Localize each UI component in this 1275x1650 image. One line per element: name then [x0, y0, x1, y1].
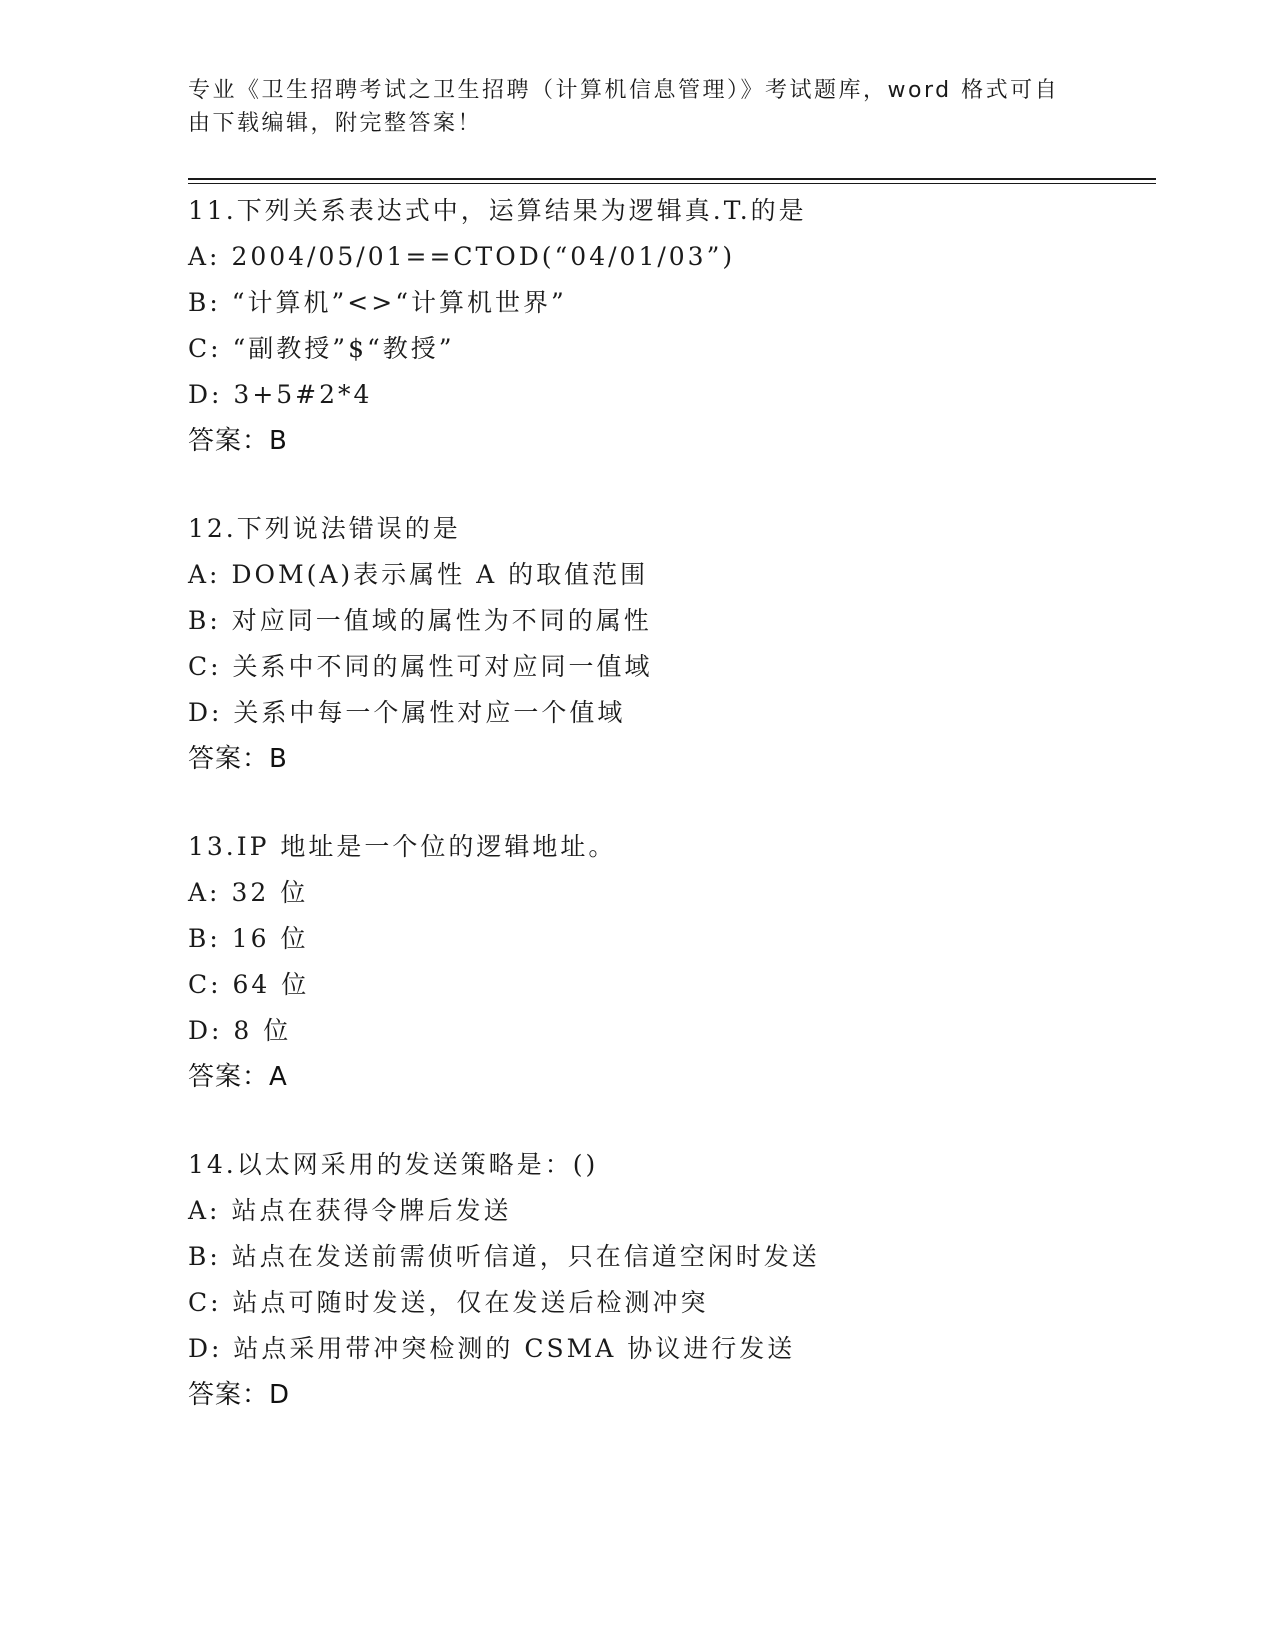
header-divider-thin — [188, 183, 1156, 184]
option-label: B: — [188, 606, 221, 635]
option-text: 关系中不同的属性可对应同一值域 — [232, 652, 653, 681]
option-a — [188, 234, 1148, 280]
option-c — [188, 1280, 1148, 1326]
option-label: C: — [188, 652, 222, 681]
question-13 — [188, 824, 1148, 1100]
option-c — [188, 644, 1148, 690]
option-c — [188, 326, 1148, 372]
option-label: D: — [188, 1334, 223, 1363]
question-11 — [188, 188, 1148, 464]
option-label: C: — [188, 1288, 222, 1317]
option-text: 关系中每一个属性对应一个值域 — [233, 698, 626, 727]
option-text: 对应同一值域的属性为不同的属性 — [231, 606, 652, 635]
option-label: B: — [188, 1242, 221, 1271]
option-b — [188, 598, 1148, 644]
answer-line: 答案：B — [188, 744, 288, 774]
option-label: C: — [188, 970, 222, 999]
option-label: B: — [188, 924, 221, 953]
option-text: 64 位 — [232, 970, 310, 999]
option-a — [188, 552, 1148, 598]
header-line-2: 由下载编辑，附完整答案！ — [188, 111, 483, 136]
option-d — [188, 1008, 1148, 1054]
option-b — [188, 1234, 1148, 1280]
answer-line: 答案：B — [188, 426, 288, 456]
option-text: 8 位 — [233, 1016, 292, 1045]
option-text: DOM(A)表示属性 A 的取值范围 — [231, 560, 649, 589]
option-label: A: — [188, 878, 221, 907]
option-label: D: — [188, 1016, 223, 1045]
question-list — [188, 188, 1148, 1460]
option-text: 站点采用带冲突检测的 CSMA 协议进行发送 — [233, 1334, 796, 1363]
option-label: A: — [188, 1196, 221, 1225]
option-text: 2004/05/01==CTOD(“04/01/03”) — [231, 242, 736, 271]
header-line-1: 专业《卫生招聘考试之卫生招聘（计算机信息管理）》考试题库，word 格式可自 — [188, 78, 1060, 103]
option-b — [188, 280, 1148, 326]
header-divider-thick — [188, 178, 1156, 180]
option-text: 站点在获得令牌后发送 — [231, 1196, 512, 1225]
option-d — [188, 690, 1148, 736]
option-b — [188, 916, 1148, 962]
option-text: 3+5#2*4 — [233, 380, 373, 409]
answer-line: 答案：D — [188, 1380, 291, 1410]
option-text: 32 位 — [231, 878, 309, 907]
option-d — [188, 372, 1148, 418]
option-label: A: — [188, 242, 221, 271]
option-d — [188, 1326, 1148, 1372]
question-14 — [188, 1142, 1148, 1418]
option-text: “计算机”<>“计算机世界” — [231, 288, 567, 317]
question-12 — [188, 506, 1148, 782]
answer-line: 答案：A — [188, 1062, 288, 1092]
option-label: A: — [188, 560, 221, 589]
option-a — [188, 870, 1148, 916]
option-label: C: — [188, 334, 222, 363]
question-stem: 11.下列关系表达式中，运算结果为逻辑真.T.的是 — [188, 196, 807, 225]
option-a — [188, 1188, 1148, 1234]
option-text: 站点在发送前需侦听信道，只在信道空闲时发送 — [231, 1242, 820, 1271]
option-text: 站点可随时发送，仅在发送后检测冲突 — [232, 1288, 709, 1317]
option-text: “副教授”$“教授” — [232, 334, 455, 363]
question-stem: 12.下列说法错误的是 — [188, 514, 461, 543]
question-stem: 13.IP 地址是一个位的逻辑地址。 — [188, 832, 617, 861]
document-header — [188, 74, 1088, 140]
question-stem: 14.以太网采用的发送策略是：() — [188, 1150, 599, 1179]
option-label: B: — [188, 288, 221, 317]
option-label: D: — [188, 380, 223, 409]
option-c — [188, 962, 1148, 1008]
option-label: D: — [188, 698, 223, 727]
option-text: 16 位 — [231, 924, 309, 953]
